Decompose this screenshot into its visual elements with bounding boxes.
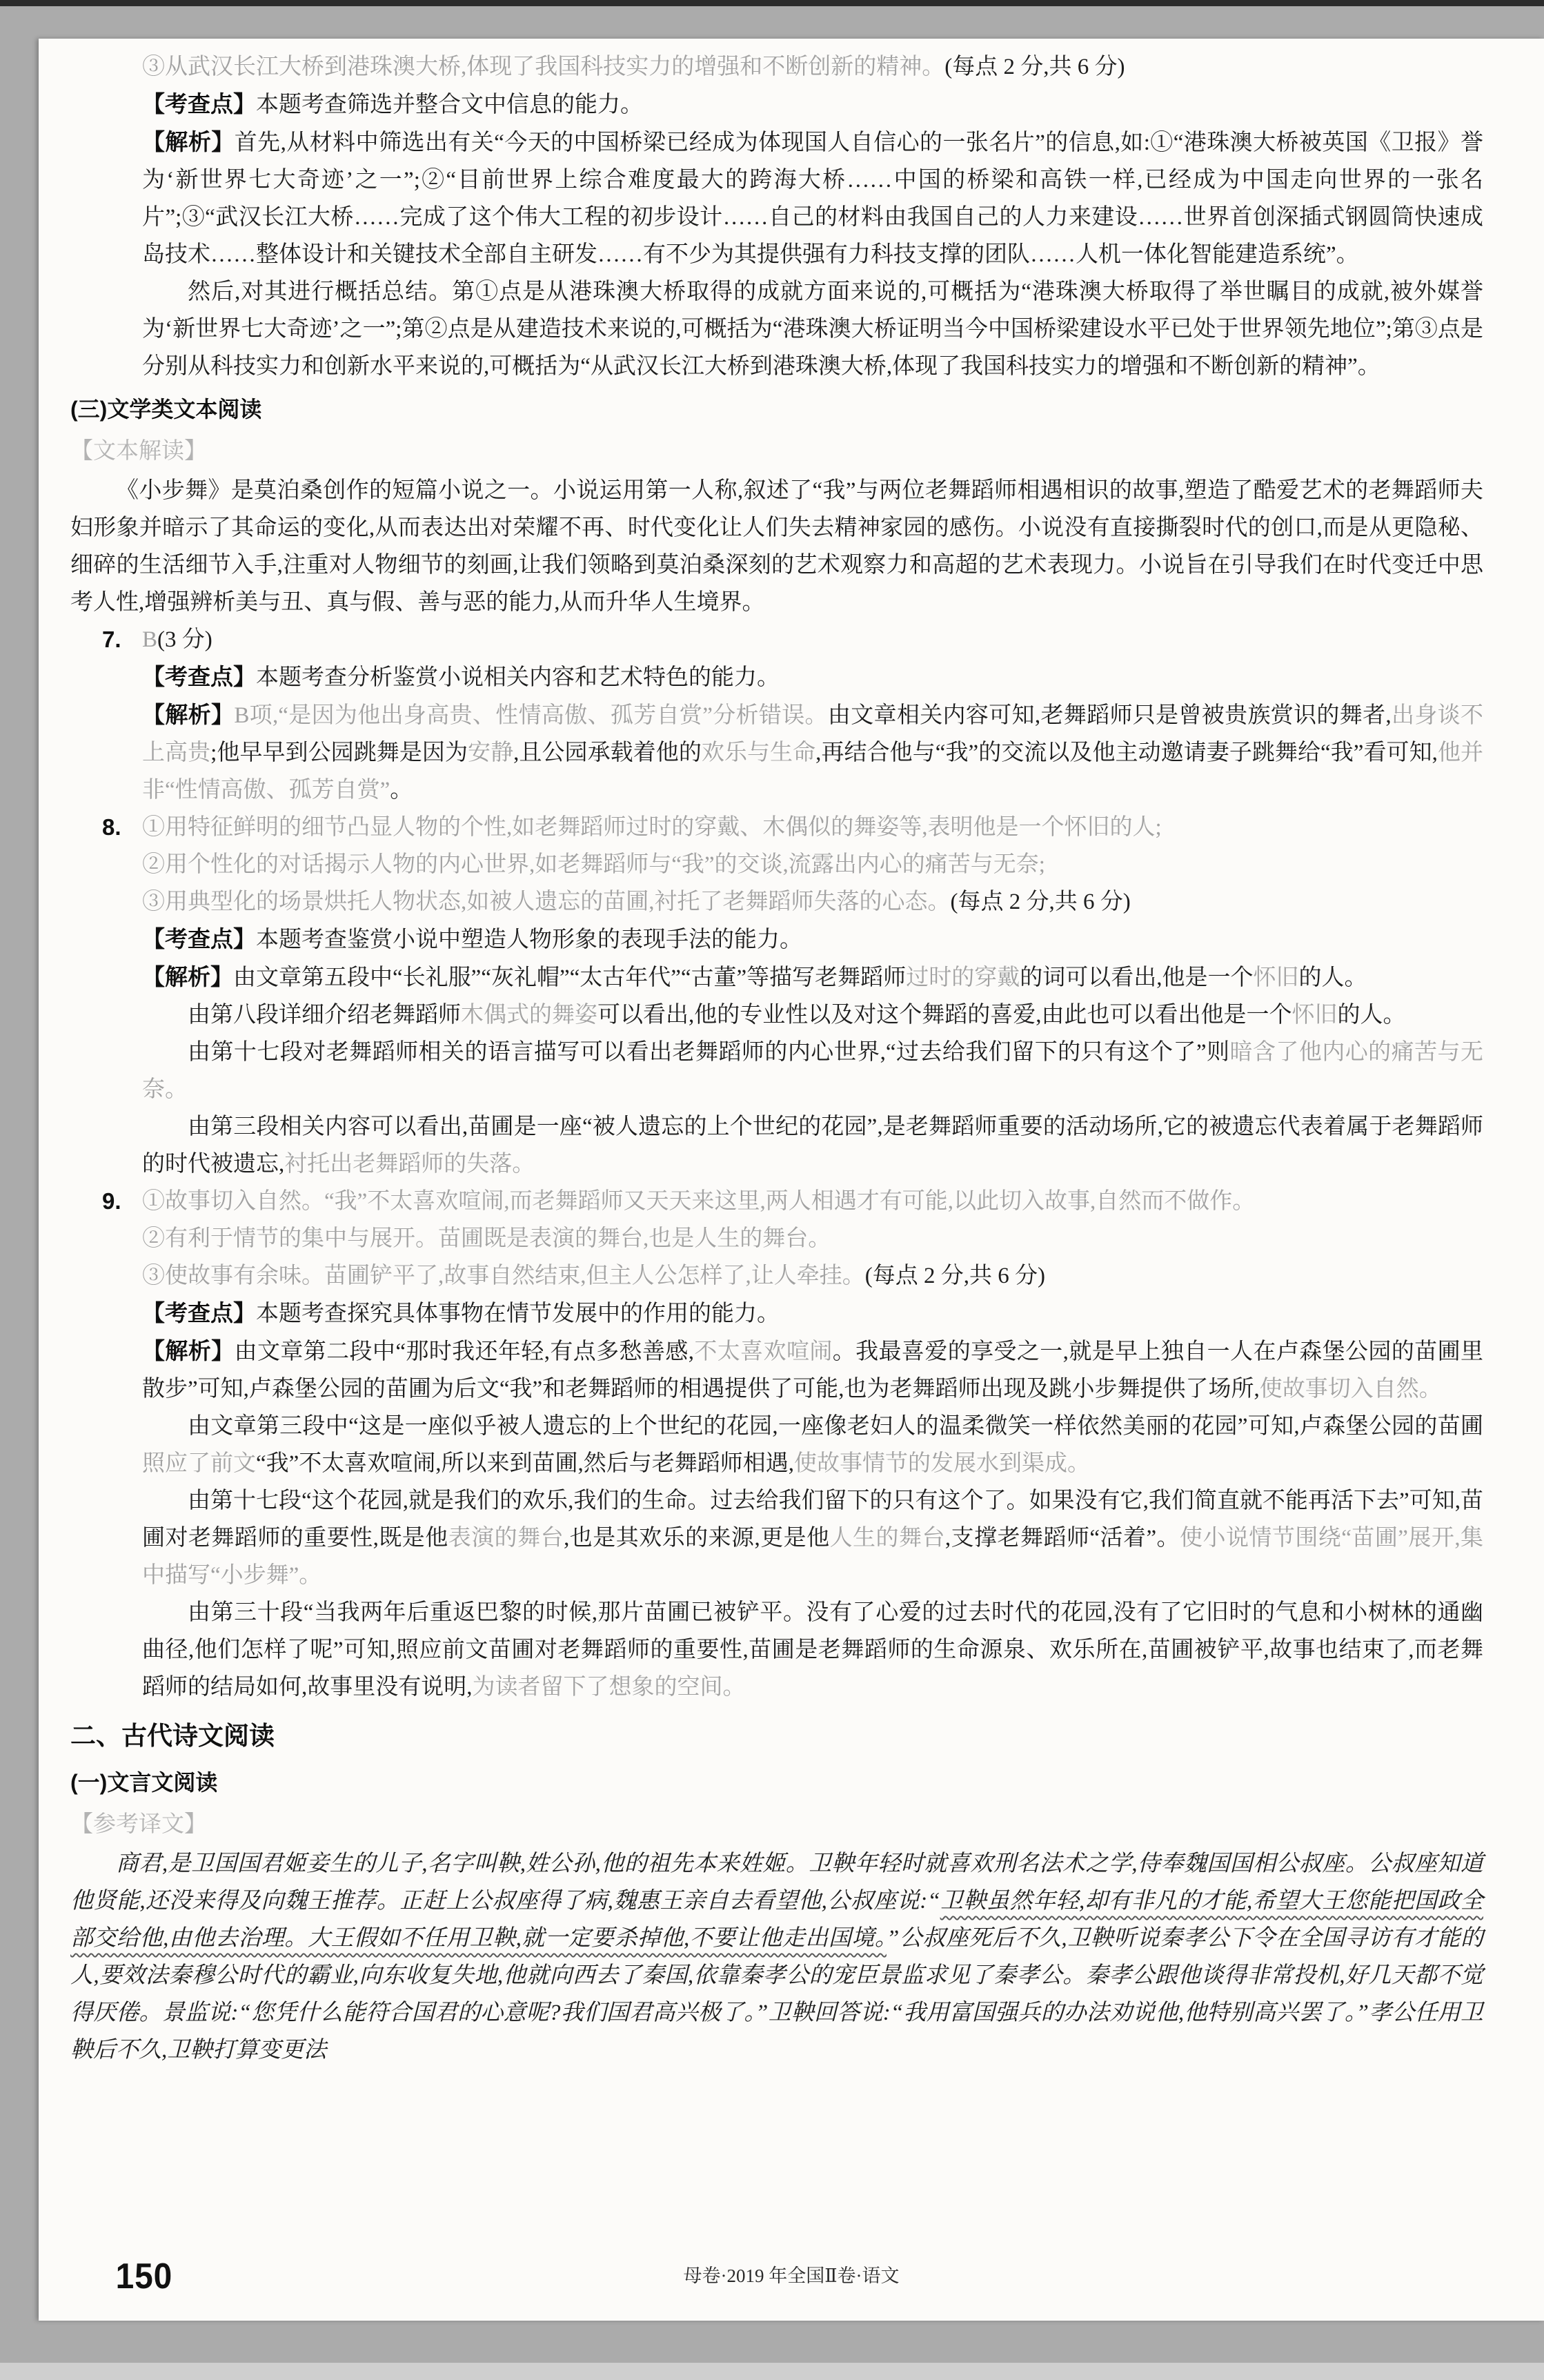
text-run: 欢乐与生命 [701, 740, 816, 765]
section-heading-ancient-poetry [70, 1715, 1483, 1757]
text-run: 的人。 [1298, 965, 1367, 990]
jiexi-q9-para3 [142, 1482, 1483, 1594]
text-run: (每点 2 分,共 6 分) [864, 1263, 1045, 1288]
section-label: 【解析】 [142, 1338, 235, 1364]
jiexi-q6-para2 [142, 273, 1483, 385]
text-run: ③使故事有余味。苗圃铲平了,故事自然结束,但主人公怎样了,让人牵挂。 [142, 1263, 865, 1288]
text-run: 卫鞅虽然年轻,却有非凡的才能,希望大王您能把国政全部交给他,由他去治理。大王假如不任用卫鞅,就一定要杀掉他,不要让他走出国境。 [70, 1889, 1484, 1951]
text-run: 二、古代诗文阅读 [70, 1722, 275, 1750]
jiexi-q9 [142, 1332, 1483, 1408]
text-run: 商君,是卫国国君姬妾生的儿子,名字叫鞅,姓公孙,他的祖先本来姓姬。卫鞅年轻时就喜欢刑名法术之学,侍奉魏国国相公叔座。公叔座知道他贤能,还没来得及向魏王推荐。正赶上公叔座得了病,魏惠王亲自去看望他,公叔座说:“ [70, 1851, 1483, 1914]
text-run: 由第三段相关内容可以看出,苗圃是一座“被人遗忘的上个世纪的花园”,是老舞蹈师重要的活动场所,它的被遗忘代表着属于老舞蹈师的时代被遗忘, [142, 1114, 1483, 1177]
text-run: 本题考查筛选并整合文中信息的能力。 [256, 92, 643, 117]
question-8-answer-point-1 [102, 809, 1483, 846]
text-run: 过时的穿戴 [906, 965, 1020, 990]
text-run: 由第三十段“当我两年后重返巴黎的时候,那片苗圃已被铲平。没有了心爱的过去时代的花园,没有了它旧时的气息和小树林的通幽曲径,他们怎样了呢”可知,照应前文苗圃对老舞蹈师的重要性,苗圃是老舞蹈师的生命源泉、欢乐所在,苗圃被铲平,故事也结束了,而老舞蹈师的结局如何,故事里没有说明, [142, 1600, 1483, 1700]
text-run: (3 分) [157, 627, 212, 652]
text-run: 暗含了他内心的痛苦与无奈。 [142, 1040, 1483, 1102]
text-run: ,且公园承载着他的 [513, 740, 702, 765]
text-run: “我”不太喜欢喧闹,所以来到苗圃,然后与老舞蹈师相遇, [256, 1451, 795, 1476]
jiexi-q7 [142, 696, 1483, 809]
text-run: 本题考查探究具体事物在情节发展中的作用的能力。 [256, 1301, 780, 1326]
text-run: ”公叔座死后不久,卫鞅听说秦孝公下令在全国寻访有才能的人,要效法秦穆公时代的霸业,向东收复失地,他就向西去了秦国,依靠秦孝公的宠臣景监求见了秦孝公。秦孝公跟他谈得非常投机,好几天都不觉得厌倦。景监说:“您凭什么能符合国君的心意呢?我们国君高兴极了。”卫鞅回答说:“我用富国强兵的办法劝说他,他特别高兴罢了。”孝公任用卫鞅后不久,卫鞅打算变更法 [70, 1926, 1484, 2063]
text-run: ,再结合他与“我”的交流以及他主动邀请妻子跳舞给“我”看可知, [815, 740, 1438, 765]
text-run: (一)文言文阅读 [70, 1770, 218, 1795]
text-run: 本题考查分析鉴赏小说相关内容和艺术特色的能力。 [256, 665, 780, 690]
text-run: 【参考译文】 [70, 1811, 207, 1836]
text-run: 可以看出,他的专业性以及对这个舞蹈的喜爱,由此也可以看出他是一个 [597, 1003, 1292, 1027]
section-label: 【解析】 [142, 702, 235, 727]
text-run: 使故事情节的发展水到渠成。 [794, 1451, 1091, 1476]
text-run: 的词可以看出,他是一个 [1020, 965, 1254, 990]
text-run: 为读者留下了想象的空间。 [472, 1675, 746, 1700]
text-run: 然后,对其进行概括总结。第①点是从港珠澳大桥取得的成就方面来说的,可概括为“港珠澳大桥取得了举世瞩目的成就,被外媒誉为‘新世界七大奇迹’之一”;第②点是从建造技术来说的,可概括为“港珠澳大桥证明当今中国桥梁建设水平已处于世界领先地位”;第③点是分别从科技实力和创新水平来说的,可概括为“从武汉长江大桥到港珠澳大桥,体现了我国科技实力的增强和不断创新的精神”。 [142, 279, 1483, 379]
kaodian-q7 [142, 658, 1483, 696]
section-label: 【解析】 [142, 129, 235, 155]
text-run: 怀旧 [1291, 1003, 1338, 1027]
question-8-answer-point-3 [142, 883, 1483, 921]
text-run: (每点 2 分,共 6 分) [950, 889, 1131, 914]
section-label: 【考查点】 [142, 91, 256, 117]
section-heading-classical-chinese [70, 1762, 1483, 1802]
text-run: 由文章相关内容可知,老舞蹈师只是曾被贵族赏识的舞者, [827, 703, 1392, 728]
text-run: ③用典型化的场景烘托人物状态,如被人遗忘的苗圃,衬托了老舞蹈师失落的心态。 [142, 889, 951, 914]
text-run: 【文本解读】 [70, 437, 207, 463]
text-run: ③从武汉长江大桥到港珠澳大桥,体现了我国科技实力的增强和不断创新的精神。 [142, 55, 945, 79]
jiexi-q8-para2 [142, 996, 1483, 1034]
reference-translation-para [70, 1845, 1483, 2069]
question-7-answer [102, 621, 1483, 658]
page-footer [39, 2249, 1544, 2297]
section-label: 【考查点】 [142, 1300, 256, 1326]
jiexi-q6 [142, 124, 1483, 273]
kaodian-q9 [142, 1295, 1483, 1332]
kaodian-q6 [142, 86, 1483, 124]
text-run: 木偶式的舞姿 [461, 1003, 597, 1027]
text-run: 使故事切入自然。 [1259, 1377, 1442, 1402]
text-run: (每点 2 分,共 6 分) [944, 55, 1125, 79]
text-run: (三)文学类文本阅读 [70, 397, 262, 422]
text-run: B项,“是因为他出身高贵、性情高傲、孤芳自赏”分析错误。 [234, 703, 828, 728]
question-9-answer-point-2 [142, 1220, 1483, 1257]
text-run: 由第十七段“这个花园,就是我们的欢乐,我们的生命。过去给我们留下的只有这个了。如果没有它,我们简直就不能再活下去”可知,苗圃对老舞蹈师的重要性,既是他 [142, 1488, 1483, 1551]
section-label: 【解析】 [142, 964, 233, 990]
text-run: 出身谈不上高贵 [142, 703, 1484, 765]
text-interpretation-para [70, 472, 1483, 621]
text-run: ;他早早到公园跳舞是因为 [210, 740, 468, 765]
page-number: 150 [115, 2256, 173, 2297]
question-9-answer-point-3 [142, 1257, 1483, 1295]
question-8-answer-point-2 [142, 846, 1483, 883]
text-run: 由文章第二段中“那时我还年轻,有点多愁善感, [234, 1339, 694, 1364]
text-run: 表演的舞台 [448, 1526, 564, 1551]
text-run: 不太喜欢喧闹 [693, 1339, 833, 1364]
text-run: 首先,从材料中筛选出有关“今天的中国桥梁已经成为体现国人自信心的一张名片”的信息,如:①“港珠澳大桥被英国《卫报》誉为‘新世界七大奇迹’之一”;②“目前世界上综合难度最大的跨海大桥……中国的桥梁和高铁一样,已经成为中国走向世界的一张名片”;③“武汉长江大桥……完成了这个伟大工程的初步设计……自己的材料由我国自己的人力来建设……世界首创深插式钢圆筒快速成岛技术……整体设计和关键技术全部自主研发……有不少为其提供强有力科技支撑的团队……人机一体化智能建造系统”。 [142, 130, 1484, 267]
question-number: 8. [102, 814, 121, 840]
text-run: 本题考查鉴赏小说中塑造人物形象的表现手法的能力。 [256, 927, 802, 952]
document-body [70, 48, 1483, 2069]
section-heading-literary-text [70, 389, 1483, 429]
label-reference-translation [70, 1804, 1483, 1844]
text-run: ①故事切入自然。“我”不太喜欢喧闹,而老舞蹈师又天天来这里,两人相遇才有可能,以此切入故事,自然而不做作。 [142, 1189, 1256, 1214]
question-9-answer-point-1 [102, 1183, 1483, 1220]
text-run: 衬托出老舞蹈师的失落。 [284, 1152, 535, 1177]
text-run: ②用个性化的对话揭示人物的内心世界,如老舞蹈师与“我”的交谈,流露出内心的痛苦与无奈; [142, 852, 1045, 877]
text-run: 他并非“性情高傲、孤芳自赏” [142, 740, 1484, 803]
text-run: 照应了前文 [142, 1451, 256, 1476]
text-run: 由文章第三段中“这是一座似乎被人遗忘的上个世纪的花园,一座像老妇人的温柔微笑一样依然美丽的花园”可知,卢森堡公园的苗圃 [188, 1414, 1483, 1439]
book-page [39, 39, 1544, 2321]
text-run: 由第八段详细介绍老舞蹈师 [188, 1003, 461, 1027]
label-text-interpretation [70, 431, 1483, 471]
scan-bottom-edge [0, 2363, 1544, 2380]
section-label: 【考查点】 [142, 926, 256, 952]
text-run: 《小步舞》是莫泊桑创作的短篇小说之一。小说运用第一人称,叙述了“我”与两位老舞蹈师相遇相识的故事,塑造了酷爱艺术的老舞蹈师夫妇形象并暗示了其命运的变化,从而表达出对荣耀不再、时代变化让人们失去精神家园的感伤。小说没有直接撕裂时代的创口,而是从更隐秘、细碎的生活细节入手,注重对人物细节的刻画,让我们领略到莫泊桑深刻的艺术观察力和高超的艺术表现力。小说旨在引导我们在时代变迁中思考人性,增强辨析美与丑、真与假、善与恶的能力,从而升华人生境界。 [70, 478, 1483, 615]
text-run: 人生的舞台 [829, 1526, 945, 1551]
text-run: ,也是其欢乐的来源,更是他 [564, 1526, 830, 1551]
text-run: 。 [390, 778, 413, 803]
footer-volume-label: 母卷·2019 年全国Ⅱ卷·语文 [683, 2265, 900, 2286]
text-run: 安静 [468, 740, 514, 765]
text-run: ②有利于情节的集中与展开。苗圃既是表演的舞台,也是人生的舞台。 [142, 1226, 831, 1251]
text-run: ,支撑老舞蹈师“活着”。 [944, 1526, 1180, 1551]
text-run: ①用特征鲜明的细节凸显人物的个性,如老舞蹈师过时的穿戴、木偶似的舞姿等,表明他是一个怀旧的人; [142, 815, 1162, 840]
jiexi-q8-para4 [142, 1108, 1483, 1183]
question-number: 7. [102, 627, 121, 652]
text-run: 使小说情节围绕“苗圃”展开,集中描写“小步舞”。 [142, 1526, 1484, 1588]
text-run: 怀旧 [1253, 965, 1299, 990]
text-run: 由文章第五段中“长礼服”“灰礼帽”“太古年代”“古董”等描写老舞蹈师 [233, 965, 907, 990]
text-run: 的人。 [1337, 1003, 1406, 1027]
text-run: 由第十七段对老舞蹈师相关的语言描写可以看出老舞蹈师的内心世界,“过去给我们留下的只有这个了”则 [188, 1040, 1230, 1065]
jiexi-q8 [142, 958, 1483, 996]
text-run: 。我最喜爱的享受之一,就是早上独自一人在卢森堡公园的苗圃里散步”可知,卢森堡公园的苗圃为后文“我”和老舞蹈师的相遇提供了可能,也为老舞蹈师出现及跳小步舞提供了场所, [142, 1339, 1484, 1402]
section-label: 【考查点】 [142, 664, 256, 689]
kaodian-q8 [142, 921, 1483, 958]
jiexi-q9-para2 [142, 1408, 1483, 1482]
jiexi-q8-para3 [142, 1034, 1483, 1108]
answer-point-3 [142, 48, 1483, 86]
question-number: 9. [102, 1188, 121, 1214]
text-run: B [142, 627, 158, 652]
jiexi-q9-para4 [142, 1594, 1483, 1706]
scan-top-edge [0, 0, 1544, 6]
